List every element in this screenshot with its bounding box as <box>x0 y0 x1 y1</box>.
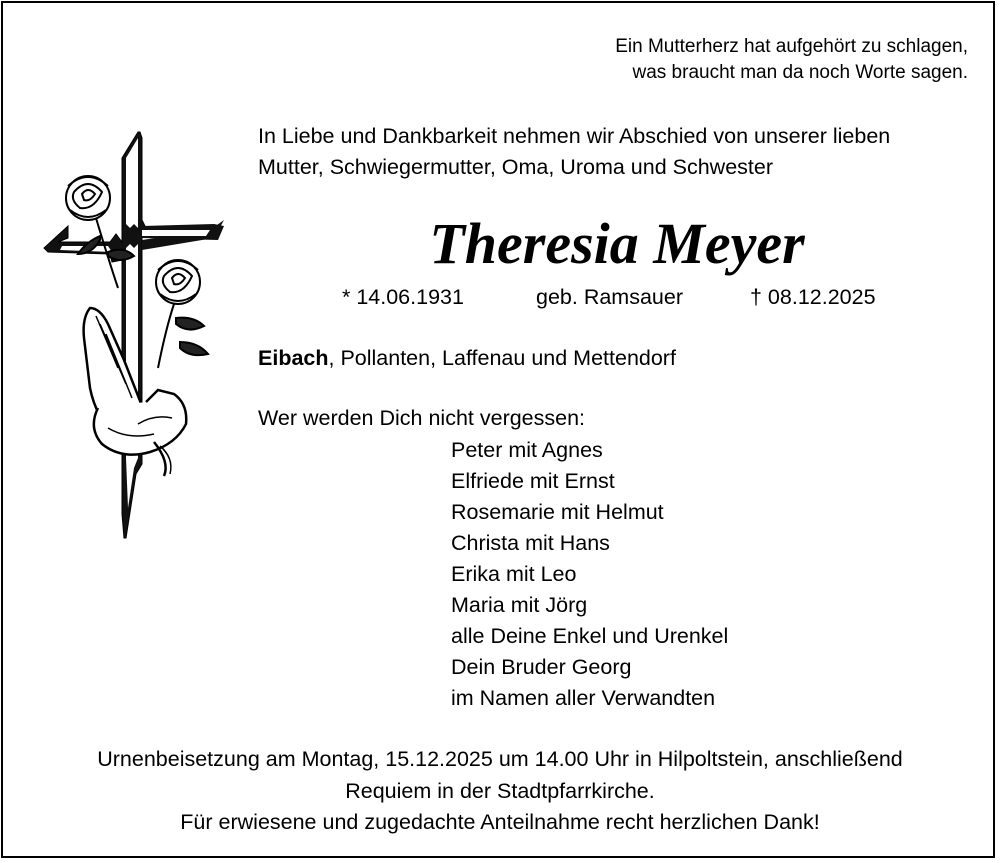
motto-line-1: Ein Mutterherz hat aufgehört zu schlagen, <box>615 36 968 57</box>
mourner-item: im Namen aller Verwandten <box>451 686 716 710</box>
footer-text <box>0 744 1000 839</box>
place-main: Eibach <box>258 346 329 370</box>
mourner-item: Rosemarie mit Helmut <box>451 500 664 524</box>
mourner-item: alle Deine Enkel und Urenkel <box>451 624 729 648</box>
mourners-intro: Wer werden Dich nicht vergessen: <box>258 406 586 430</box>
intro-line-2: Mutter, Schwiegermutter, Oma, Uroma und Schwester <box>258 155 774 179</box>
motto-verse <box>615 34 968 86</box>
mourner-item: Elfriede mit Ernst <box>451 469 615 493</box>
deceased-name: Theresia Meyer <box>429 211 805 276</box>
footer-line-3: Für erwiesene und zugedachte Anteilnahme recht herzlichen Dank! <box>180 810 820 834</box>
mourner-item: Maria mit Jörg <box>451 593 588 617</box>
rose-icon <box>156 260 208 368</box>
mourner-item: Erika mit Leo <box>451 562 577 586</box>
footer-line-1: Urnenbeisetzung am Montag, 15.12.2025 um 14.00 Uhr in Hilpoltstein, anschließend <box>97 747 903 771</box>
place-others: , Pollanten, Laffenau und Mettendorf <box>328 346 676 370</box>
mourner-item: Christa mit Hans <box>451 531 610 555</box>
birth-date: * 14.06.1931 <box>342 285 464 309</box>
death-date: † 08.12.2025 <box>750 285 876 309</box>
mourners-list <box>451 435 728 714</box>
footer-line-2: Requiem in der Stadtpfarrkirche. <box>345 778 655 803</box>
places-line <box>258 343 676 373</box>
motto-line-2: was braucht man da noch Worte sagen. <box>632 62 968 83</box>
intro-line-1: In Liebe und Dankbarkeit nehmen wir Abschied von unserer lieben <box>258 124 891 148</box>
mourner-item: Dein Bruder Georg <box>451 655 632 679</box>
cross-emblem <box>38 128 228 540</box>
mourner-item: Peter mit Agnes <box>451 438 603 462</box>
maiden-name: geb. Ramsauer <box>536 285 683 309</box>
intro-text <box>258 121 890 183</box>
